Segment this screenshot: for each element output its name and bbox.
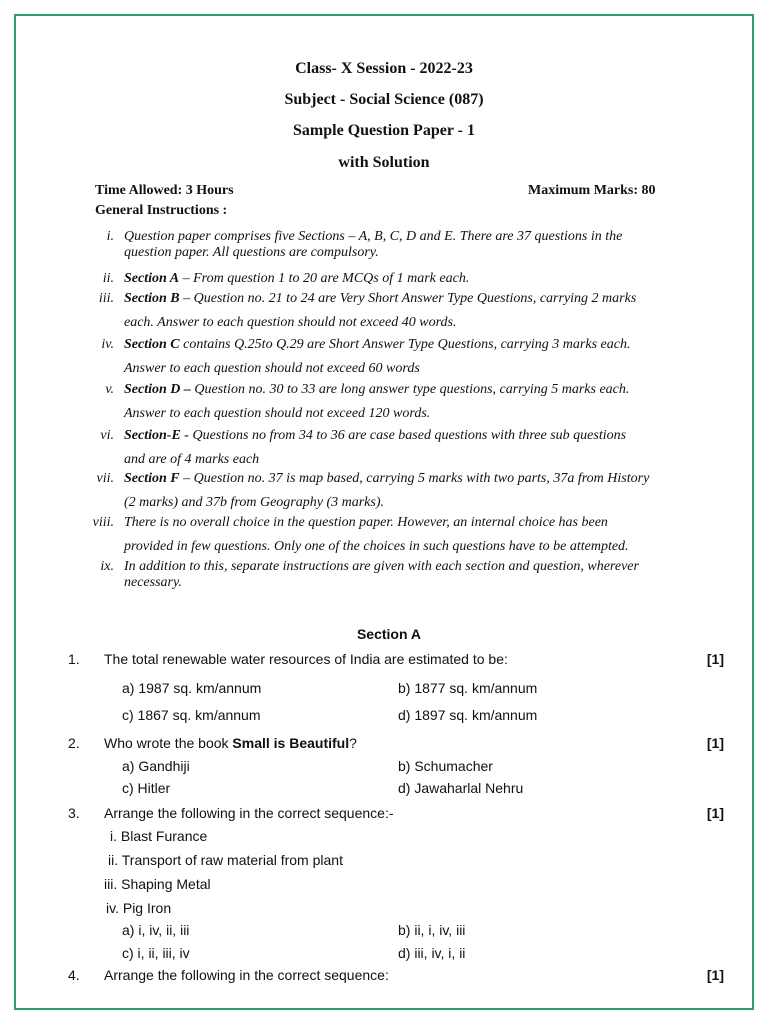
instruction-text [124,559,696,591]
option-b: b) Schumacher [398,758,493,774]
instruction-line: provided in few questions. Only one of the choices in such questions have to be attempted. [124,539,629,554]
instruction-number: v. [105,382,114,397]
instruction-line: – From question 1 to 20 are MCQs of 1 mark each. [179,271,470,286]
instruction-line: Question paper comprises five Sections – A, B, C, D and E. There are 37 questions in the [124,229,623,244]
instruction-lead: Section A [124,271,180,286]
instruction-lead: Section C [124,337,180,352]
option-a: a) 1987 sq. km/annum [122,680,262,696]
time-allowed: Time Allowed: 3 Hours [95,183,234,198]
instruction-number: viii. [92,515,114,530]
subject-heading: Subject - Social Science (087) [284,91,484,108]
sequence-item: iv. Pig Iron [106,900,172,916]
instruction-line: Answer to each question should not exceed 120 words. [124,406,431,421]
sequence-item: iii. Shaping Metal [104,876,211,892]
instruction-line: necessary. [124,575,182,590]
book-title: Small is Beautiful [232,735,350,751]
instruction-line: Question no. 30 to 33 are long answer type questions, carrying 5 marks each. [190,382,630,397]
question-text: The total renewable water resources of India are estimated to be: [104,651,508,667]
instruction-number: ix. [100,559,114,574]
option-d: d) 1897 sq. km/annum [398,707,538,723]
sequence-item: ii. Transport of raw material from plant [108,852,343,868]
question-marks: [1] [706,735,724,751]
instruction-line: question paper. All questions are compulsory. [124,245,379,260]
instruction-text [124,287,696,335]
instruction-line: There is no overall choice in the question paper. However, an internal choice has been [124,515,608,530]
question-number: 1. [68,651,80,667]
instruction-lead: Section B [124,291,180,306]
instruction-number: iii. [98,291,114,306]
option-a: a) Gandhiji [122,758,190,774]
question-marks: [1] [706,651,724,667]
question-number: 4. [68,967,80,983]
question-text-part: Who wrote the book [104,735,233,751]
instruction-line: In addition to this, separate instructions are given with each section and question, wherever [124,559,639,574]
option-c: c) 1867 sq. km/annum [122,707,261,723]
instruction-text [124,378,696,426]
class-session-heading: Class- X Session - 2022-23 [295,60,473,77]
instruction-number: ii. [102,271,114,286]
question-number: 2. [68,735,80,751]
question-text: Arrange the following in the correct sequence: [104,967,389,983]
instruction-number: vii. [96,471,114,486]
question-marks: [1] [706,967,724,983]
option-c: c) Hitler [122,780,171,796]
instruction-line: each. Answer to each question should not exceed 40 words. [124,315,457,330]
section-a-heading: Section A [356,626,422,642]
instruction-line: contains Q.25to Q.29 are Short Answer Type Questions, carrying 3 marks each. [179,337,631,352]
option-b: b) ii, i, iv, iii [398,922,466,938]
instruction-text [124,467,696,515]
instruction-number: i. [106,229,114,244]
maximum-marks: Maximum Marks: 80 [528,183,656,198]
instruction-number: iv. [101,337,114,352]
question-number: 3. [68,805,80,821]
general-instructions-label: General Instructions : [95,203,228,218]
instruction-lead: Section-E - [124,428,189,443]
instruction-line: – Question no. 37 is map based, carrying 5 marks with two parts, 37a from History [179,471,650,486]
instruction-lead: Section D – [124,382,191,397]
instruction-text [124,229,696,261]
option-c: c) i, ii, iii, iv [122,945,190,961]
option-a: a) i, iv, ii, iii [122,922,190,938]
paper-heading: Sample Question Paper - 1 [293,122,475,139]
instruction-text [124,271,696,287]
instruction-line: (2 marks) and 37b from Geography (3 marks). [124,495,385,510]
sequence-item: i. Blast Furance [110,828,208,844]
instruction-line: – Question no. 21 to 24 are Very Short Answer Type Questions, carrying 2 marks [179,291,637,306]
instruction-line: Questions no from 34 to 36 are case based questions with three sub questions [188,428,627,443]
option-d: d) Jawaharlal Nehru [398,780,524,796]
instruction-line: and are of 4 marks each [124,452,260,467]
question-text [104,735,357,751]
instruction-number: vi. [100,428,114,443]
question-text: Arrange the following in the correct sequence:- [104,805,394,821]
solution-heading: with Solution [338,154,430,171]
instruction-text [124,511,696,559]
option-d: d) iii, iv, i, ii [398,945,466,961]
option-b: b) 1877 sq. km/annum [398,680,538,696]
instruction-lead: Section F [124,471,180,486]
instruction-text [124,333,696,381]
instruction-line: Answer to each question should not exceed 60 words [124,361,420,376]
instruction-text [124,424,696,472]
question-marks: [1] [706,805,724,821]
question-text-part: ? [349,735,357,751]
